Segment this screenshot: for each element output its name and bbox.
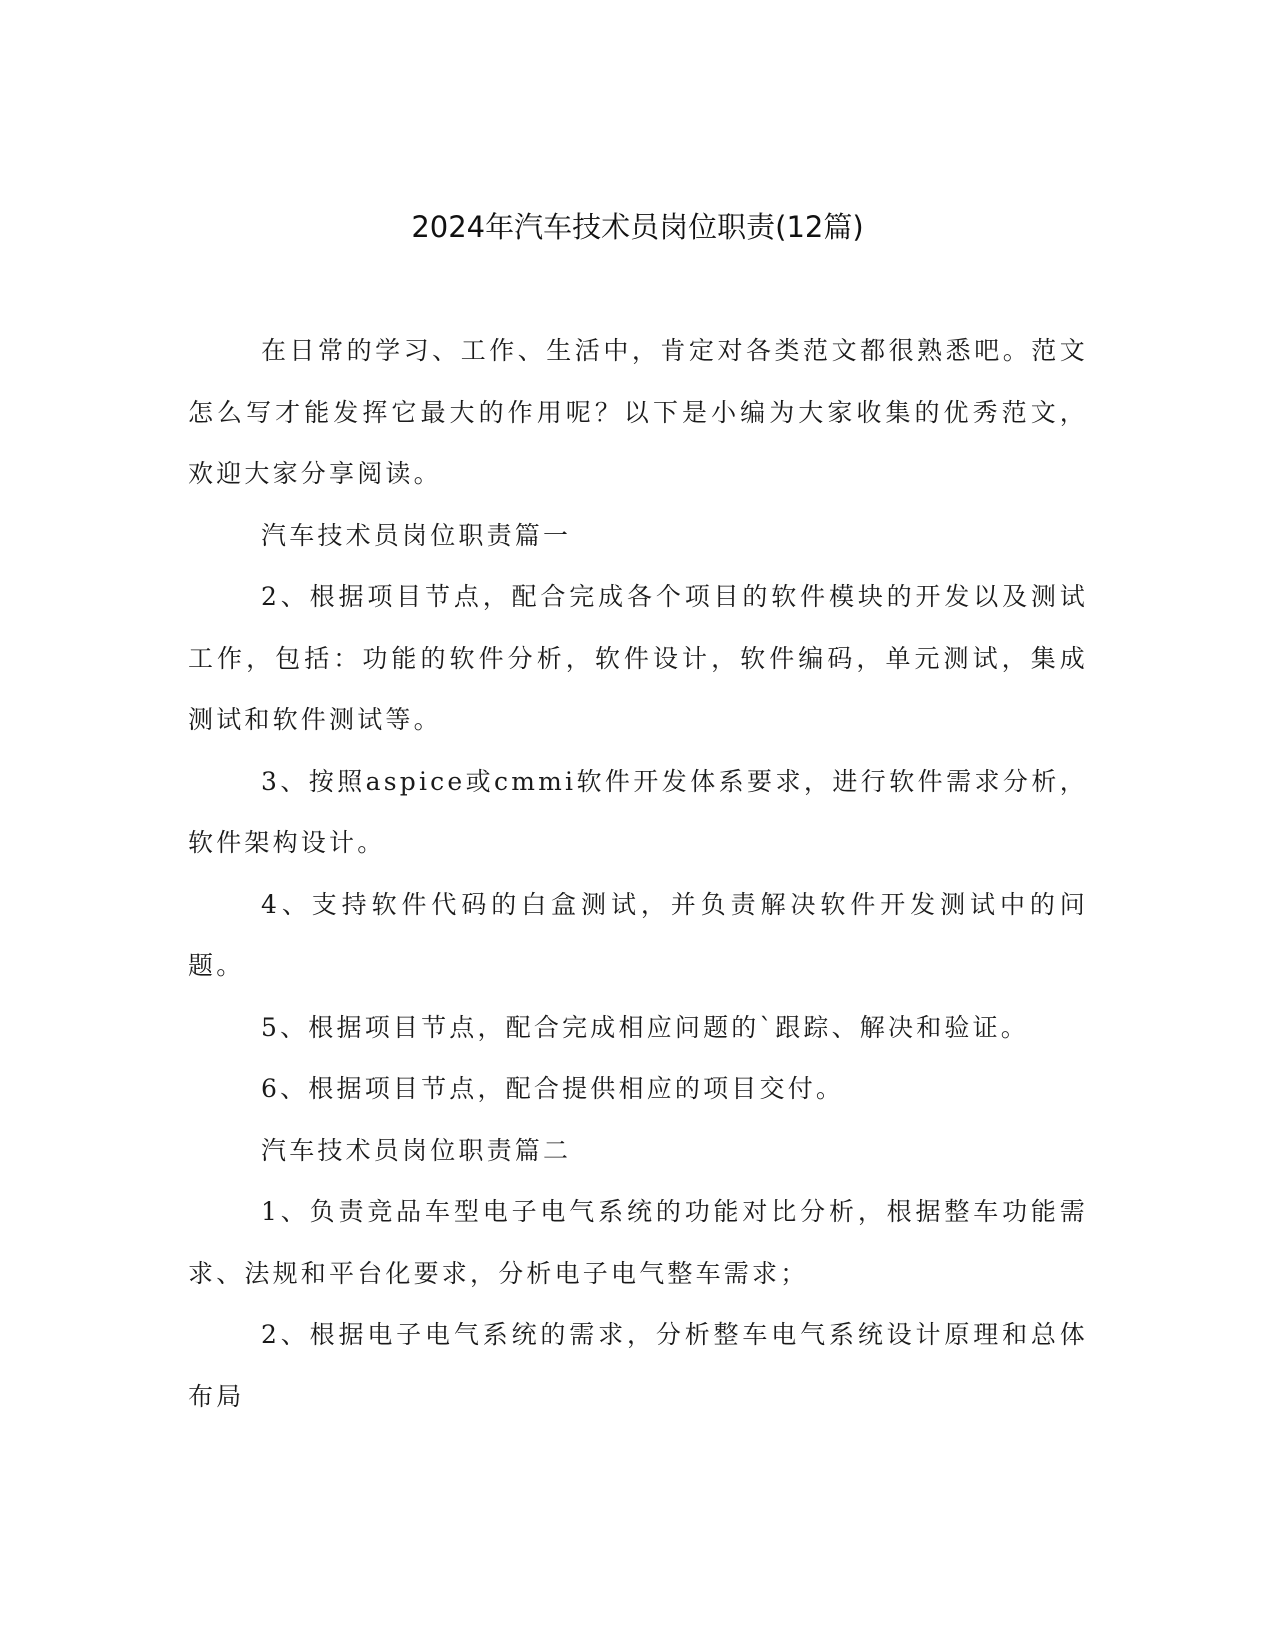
document-title: 2024年汽车技术员岗位职责(12篇) <box>411 210 864 244</box>
paragraph-item-2: 2、根据项目节点，配合完成各个项目的软件模块的开发以及测试工作，包括：功能的软件分析，软件设计，软件编码，单元测试，集成测试和软件测试等。 <box>188 582 1088 734</box>
paragraph-item-1b: 1、负责竞品车型电子电气系统的功能对比分析，根据整车功能需求、法规和平台化要求，分析电子电气整车需求； <box>188 1197 1088 1288</box>
intro-paragraph: 在日常的学习、工作、生活中，肯定对各类范文都很熟悉吧。范文怎么写才能发挥它最大的作用呢？以下是小编为大家收集的优秀范文，欢迎大家分享阅读。 <box>188 336 1088 488</box>
paragraph-item-3: 3、按照aspice或cmmi软件开发体系要求，进行软件需求分析，软件架构设计。 <box>188 766 1088 857</box>
paragraph-item-5: 5、根据项目节点，配合完成相应问题的`跟踪、解决和验证。 <box>261 1012 1030 1042</box>
section-heading-1: 汽车技术员岗位职责篇一 <box>261 520 572 550</box>
paragraph-item-2b: 2、根据电子电气系统的需求，分析整车电气系统设计原理和总体布局 <box>188 1320 1088 1411</box>
paragraph-item-4: 4、支持软件代码的白盒测试，并负责解决软件开发测试中的问题。 <box>188 889 1088 980</box>
document-body <box>188 320 1088 1427</box>
section-heading-2: 汽车技术员岗位职责篇二 <box>261 1135 572 1165</box>
paragraph-item-6: 6、根据项目节点，配合提供相应的项目交付。 <box>261 1074 845 1103</box>
